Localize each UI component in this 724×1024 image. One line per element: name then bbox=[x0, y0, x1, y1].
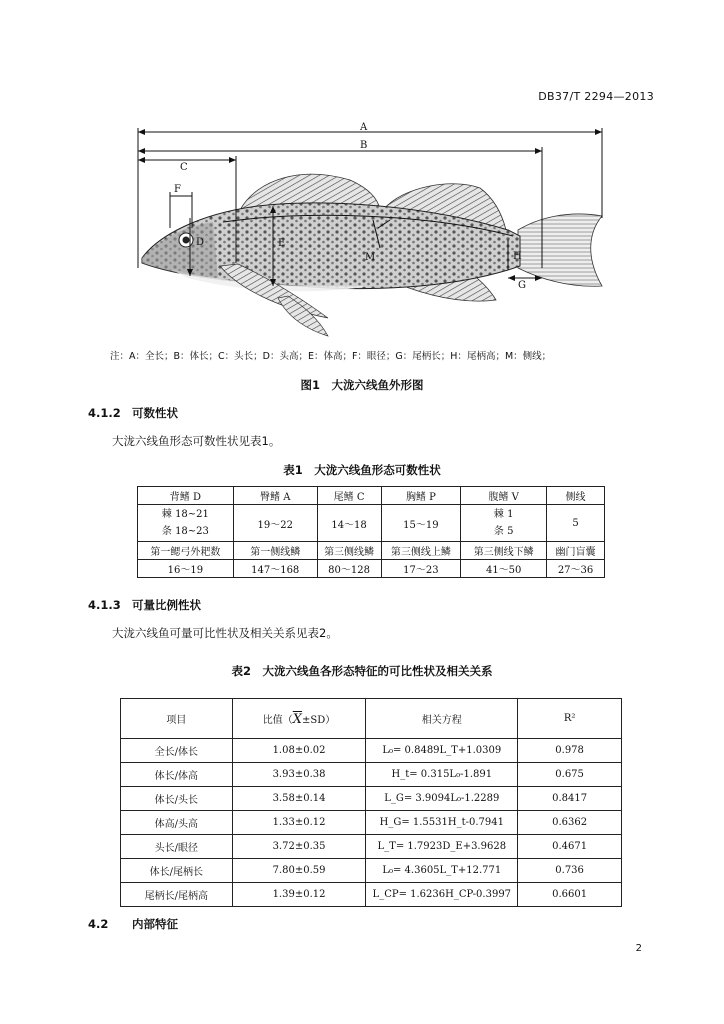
table-cell: 0.675 bbox=[518, 763, 622, 787]
page-number: 2 bbox=[635, 943, 642, 954]
label-E: E bbox=[278, 238, 286, 249]
cell-line: 条 5 bbox=[493, 526, 514, 537]
label-A: A bbox=[360, 122, 368, 133]
table-cell: H_t= 0.315L₀-1.891 bbox=[366, 763, 518, 787]
section-heading-412 bbox=[88, 405, 178, 421]
table-row bbox=[121, 859, 622, 883]
table-cell: 0.6601 bbox=[518, 883, 622, 907]
table-cell: 27～36 bbox=[547, 560, 605, 578]
table-cell: 0.736 bbox=[518, 859, 622, 883]
table-cell bbox=[138, 505, 234, 542]
table-cell: L_CP= 1.6236H_CP-0.3997 bbox=[366, 883, 518, 907]
table2-caption: 表2 大泷六线鱼各形态特征的可比性状及相关关系 bbox=[231, 664, 493, 678]
table-header-cell: 背鳍 D bbox=[138, 487, 234, 505]
table-cell: 全长/体长 bbox=[121, 739, 233, 763]
table-cell: 80～128 bbox=[317, 560, 381, 578]
ratio-suffix: ±SD） bbox=[302, 714, 336, 726]
table-cell: L_T= 1.7923D_E+3.9628 bbox=[366, 835, 518, 859]
figure-note: 注：A：全长；B：体长；C：头长；D：头高；E：体高；F：眼径；G：尾柄长；H：尾柄高；M：侧线； bbox=[110, 351, 552, 362]
figure-caption: 图1 大泷六线鱼外形图 bbox=[300, 378, 424, 392]
table2 bbox=[120, 698, 622, 907]
section-number: 4.1.3 bbox=[88, 598, 121, 612]
table-cell: 147～168 bbox=[233, 560, 317, 578]
table-cell: 幽门盲囊 bbox=[547, 542, 605, 560]
cell-line: 条 18~23 bbox=[161, 526, 209, 537]
table-cell: 0.8417 bbox=[518, 787, 622, 811]
paragraph: 大泷六线鱼可量可比性状及相关关系见表2。 bbox=[112, 626, 338, 640]
mean-symbol: $\overline{X}$ bbox=[292, 711, 303, 727]
table-row bbox=[121, 699, 622, 739]
paragraph: 大泷六线鱼形态可数性状见表1。 bbox=[112, 434, 281, 448]
table-cell: 17～23 bbox=[381, 560, 461, 578]
table-cell: 体长/尾柄长 bbox=[121, 859, 233, 883]
table1 bbox=[137, 486, 605, 578]
table-header-cell: R² bbox=[518, 699, 622, 739]
table-cell: 第三侧线上鳞 bbox=[381, 542, 461, 560]
table-cell: 体长/头长 bbox=[121, 787, 233, 811]
standard-code: DB37/T 2294—2013 bbox=[538, 90, 654, 103]
table-cell: 0.6362 bbox=[518, 811, 622, 835]
section-title: 可量比例性状 bbox=[132, 598, 201, 612]
table-header-cell: 侧线 bbox=[547, 487, 605, 505]
table-cell: 第三侧线鳞 bbox=[317, 542, 381, 560]
table-row bbox=[121, 835, 622, 859]
table-cell: 16～19 bbox=[138, 560, 234, 578]
table-row bbox=[121, 883, 622, 907]
table-cell: 5 bbox=[547, 505, 605, 542]
table-cell bbox=[461, 505, 547, 542]
label-D: D bbox=[196, 237, 205, 248]
section-title: 内部特征 bbox=[132, 917, 178, 931]
table-cell: 15～19 bbox=[381, 505, 461, 542]
table-cell: 19～22 bbox=[233, 505, 317, 542]
table-cell: 3.93±0.38 bbox=[232, 763, 366, 787]
label-C: C bbox=[180, 162, 188, 173]
table-header-cell: 腹鳍 V bbox=[461, 487, 547, 505]
table-cell: 3.58±0.14 bbox=[232, 787, 366, 811]
table-row bbox=[138, 505, 605, 542]
table-cell: L_G= 3.9094L₀-1.2289 bbox=[366, 787, 518, 811]
section-number: 4.2 bbox=[88, 917, 109, 931]
section-heading-42 bbox=[88, 916, 178, 932]
table-header-cell: 相关方程 bbox=[366, 699, 518, 739]
table-cell: 头长/眼径 bbox=[121, 835, 233, 859]
table-row bbox=[138, 487, 605, 505]
table-cell: 第一侧线鳞 bbox=[233, 542, 317, 560]
table-header-cell: 项目 bbox=[121, 699, 233, 739]
table-cell: H_G= 1.5531H_t-0.7941 bbox=[366, 811, 518, 835]
table-cell: 第一鳃弓外耙数 bbox=[138, 542, 234, 560]
section-number: 4.1.2 bbox=[88, 406, 121, 420]
table-cell: 第三侧线下鳞 bbox=[461, 542, 547, 560]
table-cell: 3.72±0.35 bbox=[232, 835, 366, 859]
label-B: B bbox=[360, 140, 368, 151]
table-header-cell: 尾鳍 C bbox=[317, 487, 381, 505]
cell-line: 棘 18~21 bbox=[161, 509, 209, 520]
table-row bbox=[121, 739, 622, 763]
table-cell: 41～50 bbox=[461, 560, 547, 578]
table-cell: 1.08±0.02 bbox=[232, 739, 366, 763]
table-header-cell: 臀鳍 A bbox=[233, 487, 317, 505]
table-cell: L₀= 0.8489L_T+1.0309 bbox=[366, 739, 518, 763]
table-row bbox=[121, 763, 622, 787]
table-header-cell bbox=[232, 699, 366, 739]
table1-caption: 表1 大泷六线鱼形态可数性状 bbox=[283, 463, 441, 477]
table-cell: 体高/头高 bbox=[121, 811, 233, 835]
fish-figure bbox=[128, 118, 608, 340]
label-F: F bbox=[174, 184, 181, 195]
table-row bbox=[138, 560, 605, 578]
label-H: H bbox=[513, 251, 522, 262]
section-title: 可数性状 bbox=[132, 406, 178, 420]
table-cell: 1.33±0.12 bbox=[232, 811, 366, 835]
table-cell: 0.978 bbox=[518, 739, 622, 763]
table-cell: 7.80±0.59 bbox=[232, 859, 366, 883]
table-row bbox=[121, 811, 622, 835]
label-G: G bbox=[518, 280, 526, 291]
section-heading-413 bbox=[88, 597, 201, 613]
table-cell: 0.4671 bbox=[518, 835, 622, 859]
label-M: M bbox=[365, 252, 376, 263]
table-cell: L₀= 4.3605L_T+12.771 bbox=[366, 859, 518, 883]
table-cell: 尾柄长/尾柄高 bbox=[121, 883, 233, 907]
table-row bbox=[121, 787, 622, 811]
table-cell: 14～18 bbox=[317, 505, 381, 542]
ratio-prefix: 比值（ bbox=[262, 714, 293, 726]
cell-line: 棘 1 bbox=[493, 509, 514, 520]
table-header-cell: 胸鳍 P bbox=[381, 487, 461, 505]
table-cell: 1.39±0.12 bbox=[232, 883, 366, 907]
table-cell: 体长/体高 bbox=[121, 763, 233, 787]
table-row bbox=[138, 542, 605, 560]
